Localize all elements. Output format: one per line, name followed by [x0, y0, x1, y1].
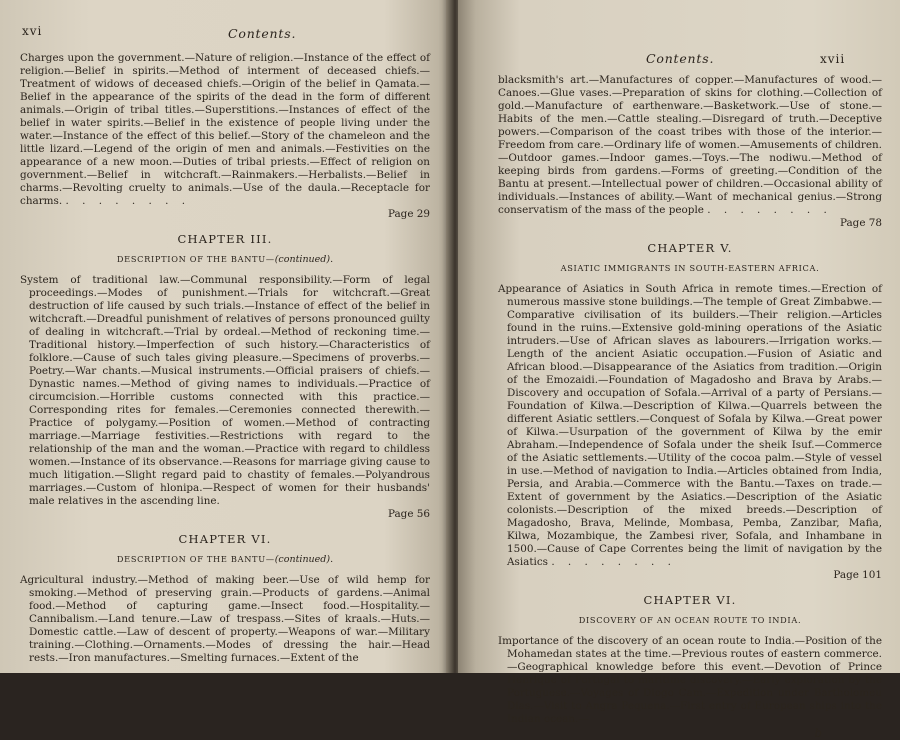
left-page-body [20, 52, 430, 665]
chapter-ii-continuation [20, 52, 430, 221]
running-head-right: Contents. [646, 51, 715, 66]
chapter-ii-text: Charges upon the government.—Nature of religion.—Instance of the effect of religion.—Belief in spirits.—Method of interment of deceased chiefs.—Treatment of widows of deceased chiefs.—Origin of the belief in Qamata.—Belief in the appearance of the spirits of the dead in the form of different animals.—Origin of tribal titles.—Superstitions.—Instances of effect of the belief in water spirits.—Belief in the existence of people living under the water.—Instance of the effect of this belief.—Story of the chameleon and the little lizard.—Legend of the origin of men and animals.—Festivities on the appearance of a new moon.—Duties of tribal priests.—Effect of religion on government.—Belief in witchcraft.—Rainmakers.—Herbalists.—Belief in charms.—Revolting cruelty to animals.—Use of the daula.—Receptacle for charms. [20, 52, 430, 207]
page-number-right: xvii [820, 52, 846, 66]
chapter-v-heading: CHAPTER V. [647, 241, 733, 255]
chapter-v-description: ASIATIC IMMIGRANTS IN SOUTH-EASTERN AFRICA. [560, 263, 820, 273]
signature-mark: b [814, 726, 822, 740]
chapter-vi-heading-right: CHAPTER VI. [643, 593, 737, 607]
chapter-iii-text: System of traditional law.—Communal responsibility.—Form of legal proceedings.—Modes of punishment.—Trials for witchcraft.—Great destruction of life caused by such trials.—Instance of effect of the belief in witchcraft.—Dreadful punishment of relatives of persons pronounced guilty of dealing in witchcraft.—Trial by ordeal.—Method of reckoning time.—Traditional history.—Imperfection of such history.—Characteristics of folklore.—Cause of such tales giving pleasure.—Specimens of proverbs.—Poetry.—War chants.—Musical instruments.—Official praisers of chiefs.—Dynastic names.—Method of giving names to individuals.—Practice of circumcision.—Horrible customs connected with this practice.—Corresponding rites for females.—Ceremonies connected therewith.—Practice of polygamy.—Position of women.—Method of contracting marriage.—Marriage festivities.—Restrictions with regard to the relationship of the man and the woman.—Practice with regard to childless women.—Instance of its observance.—Reasons for marriage giving cause to much litigation.—Slight regard paid to chastity of females.—Polyandrous marriages.—Custom of hlonipa.—Respect of women for their husbands' male relatives in the ascending line. [20, 274, 430, 507]
chapter-iv-text: blacksmith's art.—Manufactures of copper.—Manufactures of wood.—Canoes.—Glue vases.—Preparation of skins for clothing.—Collection of gold.—Manufacture of earthenware.—Basketwork.—Use of stone.—Habits of the men.—Cattle stealing.—Disregard of truth.—Deceptive powers.—Comparison of the coast tribes with those of the interior.—Freedom from care.—Ordinary life of women.—Amusements of children.—Outdoor games.—Indoor games.—Toys.—The nodiwu.—Method of keeping birds from gardens.—Forms of greeting.—Condition of the Bantu at present.—Intellectual power of children.—Occasional ability of individuals.—Instances of ability.—Want of mechanical genius.—Strong conservatism of the mass of the people [498, 74, 882, 216]
page-ref-78: Page 78 [839, 217, 882, 229]
right-page-header [458, 0, 900, 66]
chapter-iv-continuation [498, 74, 882, 230]
left-page [0, 0, 452, 673]
page-ref-101: Page 101 [833, 569, 882, 581]
leader-dots-right: . . . . . . . . [707, 204, 832, 216]
right-page-body [498, 74, 882, 740]
page-ref-56: Page 56 [387, 508, 430, 520]
leader-dots: . . . . . . . . [65, 195, 191, 207]
chapter-vi-contents-right: Importance of the discovery of an ocean route to India.—Position of the Mohamedan states at the time.—Previous routes of eastern commerce.—Geographical knowledge before this event.—Devotion of Prince Henrique of Portugal to maritime discovery.—Early exploration by the Portuguese.—Voyages of Diogo Cam.—Expedition under Bartholomeu Dias.—Visit to Angra Pequena.—First entry of European ships into the Indian ocean.— [498, 635, 882, 725]
chapter-vi-description-left [20, 553, 430, 566]
chapter-iii-contents [20, 274, 430, 521]
leader-dots-v: . . . . . . . . [551, 556, 676, 568]
chapter-iii-heading: CHAPTER III. [177, 232, 273, 246]
page-number-left: xvi [22, 24, 43, 38]
chapter-vi-continued: (continued). [274, 554, 334, 565]
chapter-v-contents [498, 283, 882, 582]
chapter-iii-title: DESCRIPTION OF THE BANTU— [116, 254, 275, 264]
chapter-vi-heading-left: CHAPTER VI. [178, 532, 272, 546]
running-head-left: Contents. [228, 26, 297, 41]
left-page-header [0, 0, 452, 41]
chapter-v-text: Appearance of Asiatics in South Africa in remote times.—Erection of numerous massive stone buildings.—The temple of Great Zimbabwe.—Comparative civilisation of its builders.—Their religion.—Articles found in the ruins.—Extensive gold-mining operations of the Asiatic intruders.—Use of African slaves as labourers.—Irrigation works.—Length of the ancient Asiatic occupation.—Fusion of Asiatic and African blood.—Disappearance of the Asiatics from tradition.—Origin of the Emozaidi.—Foundation of Magadosho and Brava by Arabs.—Discovery and occupation of Sofala.—Arrival of a party of Persians.—Foundation of Kilwa.—Description of Kilwa.—Quarrels between the different Asiatic settlers.—Conquest of Sofala by Kilwa.—Great power of Kilwa.—Usurpation of the government of Kilwa by the emir Abraham.—Independence of Sofala under the sheik Isuf.—Commerce of the Asiatic settlements.—Utility of the cocoa palm.—Style of vessel in use.—Method of navigation to India.—Articles obtained from India, Persia, and Arabia.—Commerce with the Bantu.—Taxes on trade.—Extent of government by the Asiatics.—Description of the Asiatic colonists.—Description of the mixed breeds.—Description of Magadosho, Brava, Melinde, Mombasa, Pemba, Zanzibar, Mafia, Kilwa, Mozambique, the Zambesi river, Sofala, and Inhambane in 1500.—Cause of Cape Correntes being the limit of navigation by the Asiatics [498, 283, 882, 568]
chapter-iii-continued: (continued). [274, 254, 334, 265]
chapter-vi-title-left: DESCRIPTION OF THE BANTU— [116, 554, 275, 564]
page-ref-29: Page 29 [387, 208, 430, 220]
chapter-vi-description-right: DISCOVERY OF AN OCEAN ROUTE TO INDIA. [578, 615, 802, 625]
right-page [458, 0, 900, 740]
chapter-iii-description [20, 253, 430, 266]
chapter-vi-contents-left: Agricultural industry.—Method of making beer.—Use of wild hemp for smoking.—Method of preserving grain.—Products of gardens.—Animal food.—Method of capturing game.—Insect food.—Hospitality.—Cannibalism.—Land tenure.—Law of trespass.—Sites of kraals.—Huts.—Domestic cattle.—Law of descent of property.—Weapons of war.—Military training.—Clothing.—Ornaments.—Modes of dressing the hair.—Head rests.—Iron manufactures.—Smelting furnaces.—Extent of the [20, 574, 430, 664]
